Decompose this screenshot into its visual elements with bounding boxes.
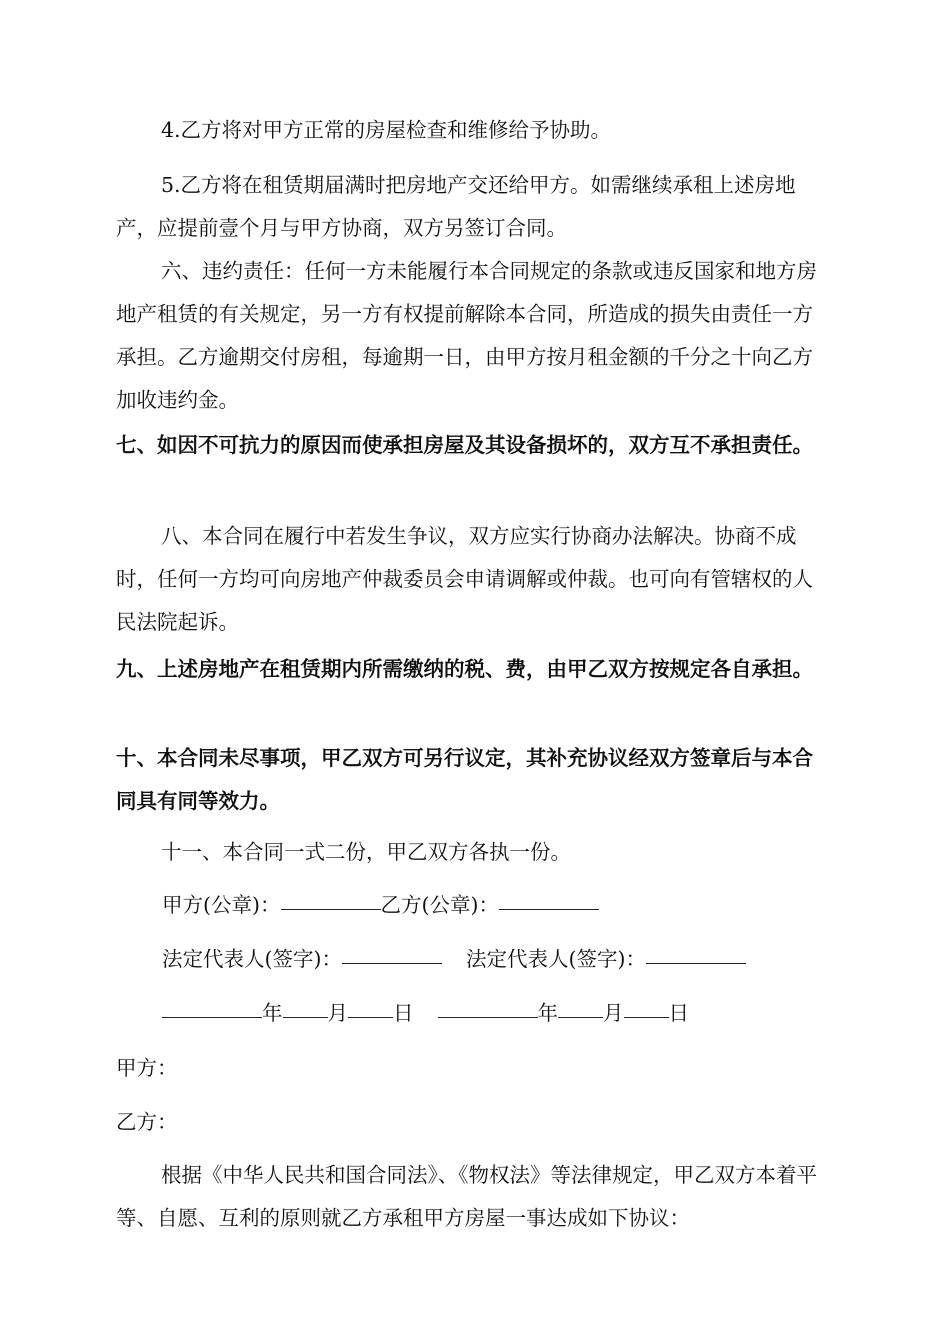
copies-paragraph: 十一、本合同一式二份，甲乙双方各执一份。 <box>161 840 571 864</box>
party-b-seal-blank <box>499 908 599 910</box>
preamble-paragraph: 根据《中华人民共和国合同法》、《物权法》等法律规定，甲乙双方本着平等、自愿、互利的原则就乙方承租甲方房屋一事达成如下协议： <box>116 1163 817 1230</box>
day-a-label: 日 <box>393 1001 414 1025</box>
day-a-blank <box>348 1016 393 1018</box>
month-a-label: 月 <box>327 1001 348 1025</box>
dispute-resolution-paragraph: 八、本合同在履行中若发生争议，双方应实行协商办法解决。协商不成时，任何一方均可向房地产仲裁委员会申请调解或仲裁。也可向有管辖权的人民法院起诉。 <box>116 524 813 634</box>
rep-a-blank <box>342 962 442 964</box>
month-b-label: 月 <box>603 1001 624 1025</box>
year-b-blank <box>438 1016 538 1018</box>
day-b-label: 日 <box>668 1001 689 1025</box>
force-majeure-paragraph: 七、如因不可抗力的原因而使承担房屋及其设备损坏的，双方互不承担责任。 <box>116 433 813 457</box>
year-a-label: 年 <box>262 1001 283 1025</box>
clause-paragraph-4: 4.乙方将对甲方正常的房屋检查和维修给予协助。 <box>161 118 612 142</box>
seal-line <box>162 884 599 927</box>
party-a-seal-label: 甲方(公章)： <box>162 893 281 917</box>
breach-liability-paragraph: 六、违约责任：任何一方未能履行本合同规定的条款或违反国家和地方房地产租赁的有关规定，另一方有权提前解除本合同，所造成的损失由责任一方承担。乙方逾期交付房租，每逾期一日，由甲方按月租金额的千分之十向乙方加收违约金。 <box>116 259 817 412</box>
representative-line <box>162 938 746 981</box>
party-b-label: 乙方： <box>116 1110 178 1134</box>
year-b-label: 年 <box>537 1001 558 1025</box>
party-b-seal-label: 乙方(公章)： <box>380 893 499 917</box>
rep-b-label: 法定代表人(签字)： <box>466 947 646 971</box>
tax-fee-paragraph: 九、上述房地产在租赁期内所需缴纳的税、费，由甲乙双方按规定各自承担。 <box>116 657 813 681</box>
rep-b-blank <box>646 962 746 964</box>
rep-a-label: 法定代表人(签字)： <box>162 947 342 971</box>
month-a-blank <box>283 1016 328 1018</box>
month-b-blank <box>558 1016 603 1018</box>
supplementary-agreement-paragraph: 十、本合同未尽事项，甲乙双方可另行议定，其补充协议经双方签章后与本合同具有同等效力。 <box>116 746 813 813</box>
date-line <box>162 992 689 1035</box>
party-a-seal-blank <box>281 908 381 910</box>
day-b-blank <box>624 1016 669 1018</box>
clause-paragraph-5: 5.乙方将在租赁期届满时把房地产交还给甲方。如需继续承租上述房地产，应提前壹个月与甲方协商，双方另签订合同。 <box>116 173 796 240</box>
party-a-label: 甲方： <box>116 1056 178 1080</box>
year-a-blank <box>162 1016 262 1018</box>
